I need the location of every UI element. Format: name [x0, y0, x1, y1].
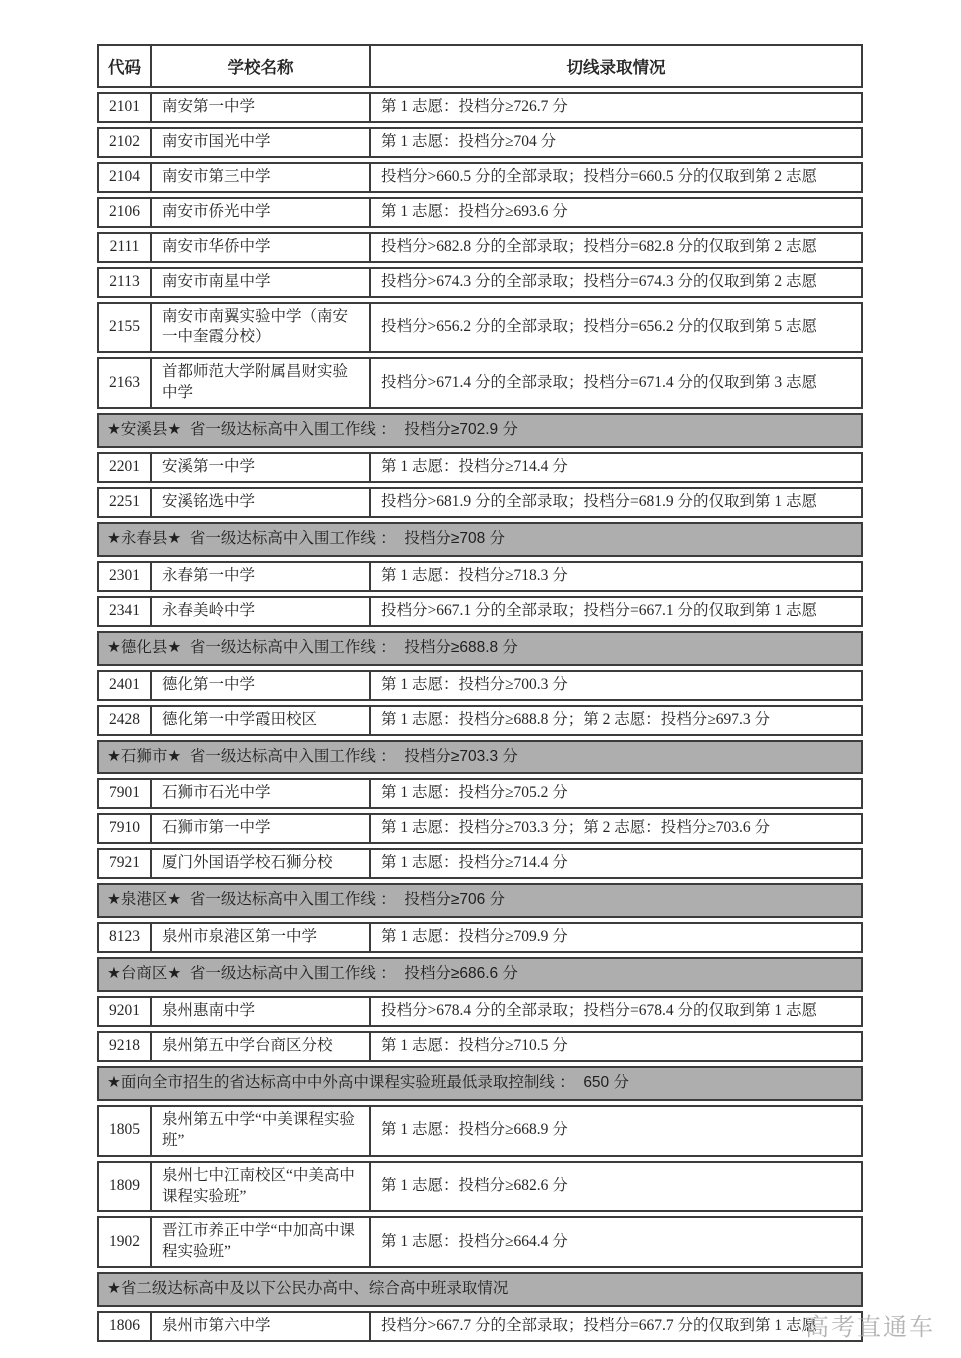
school-name-cell: 南安市侨光中学	[152, 197, 371, 228]
cutoff-status-cell: 投档分>678.4 分的全部录取；投档分=678.4 分的仅取到第 1 志愿	[371, 996, 863, 1027]
table-row	[97, 922, 863, 953]
code-cell: 1809	[97, 1161, 152, 1213]
header-school-name: 学校名称	[152, 44, 371, 88]
school-name-cell: 安溪铭选中学	[152, 487, 371, 518]
code-cell: 2201	[97, 452, 152, 483]
school-name-cell: 永春第一中学	[152, 561, 371, 592]
table-row	[97, 561, 863, 592]
section-row	[97, 631, 863, 666]
cutoff-status-cell: 第 1 志愿：投档分≥726.7 分	[371, 92, 863, 123]
section-title: ★台商区★ 省一级达标高中入围工作线 ： 投档分≥686.6 分	[97, 957, 863, 992]
code-cell: 8123	[97, 922, 152, 953]
school-name-cell: 泉州第五中学“中美课程实验班”	[152, 1105, 371, 1157]
watermark: 高考直通车	[805, 1314, 935, 1341]
code-cell: 2113	[97, 267, 152, 298]
table-row	[97, 705, 863, 736]
cutoff-status-cell: 投档分>667.1 分的全部录取；投档分=667.1 分的仅取到第 1 志愿	[371, 596, 863, 627]
header-row	[97, 44, 863, 88]
cutoff-status-cell: 投档分>667.7 分的全部录取；投档分=667.7 分的仅取到第 1 志愿	[371, 1311, 863, 1342]
table-row	[97, 778, 863, 809]
table-row	[97, 452, 863, 483]
cutoff-status-cell: 第 1 志愿：投档分≥703.3 分；第 2 志愿：投档分≥703.6 分	[371, 813, 863, 844]
table-row	[97, 596, 863, 627]
school-name-cell: 南安市国光中学	[152, 127, 371, 158]
table-row	[97, 848, 863, 879]
section-title: ★安溪县★ 省一级达标高中入围工作线 ： 投档分≥702.9 分	[97, 413, 863, 448]
code-cell: 2301	[97, 561, 152, 592]
section-row	[97, 413, 863, 448]
code-cell: 2163	[97, 357, 152, 409]
school-name-cell: 德化第一中学	[152, 670, 371, 701]
school-name-cell: 泉州市第六中学	[152, 1311, 371, 1342]
section-title: ★泉港区★ 省一级达标高中入围工作线 ： 投档分≥706 分	[97, 883, 863, 918]
cutoff-status-cell: 第 1 志愿：投档分≥688.8 分；第 2 志愿：投档分≥697.3 分	[371, 705, 863, 736]
code-cell: 2155	[97, 302, 152, 354]
cutoff-status-cell: 投档分>674.3 分的全部录取；投档分=674.3 分的仅取到第 2 志愿	[371, 267, 863, 298]
cutoff-status-cell: 第 1 志愿：投档分≥664.4 分	[371, 1216, 863, 1268]
code-cell: 1805	[97, 1105, 152, 1157]
school-name-cell: 永春美岭中学	[152, 596, 371, 627]
cutoff-status-cell: 第 1 志愿：投档分≥710.5 分	[371, 1031, 863, 1062]
code-cell: 2251	[97, 487, 152, 518]
table-row	[97, 162, 863, 193]
code-cell: 7921	[97, 848, 152, 879]
school-name-cell: 首都师范大学附属昌财实验中学	[152, 357, 371, 409]
code-cell: 7901	[97, 778, 152, 809]
cutoff-status-cell: 第 1 志愿：投档分≥718.3 分	[371, 561, 863, 592]
table-body	[97, 92, 863, 1342]
section-row	[97, 957, 863, 992]
table-row	[97, 357, 863, 409]
school-name-cell: 安溪第一中学	[152, 452, 371, 483]
school-name-cell: 晋江市养正中学“中加高中课程实验班”	[152, 1216, 371, 1268]
code-cell: 9218	[97, 1031, 152, 1062]
table-row	[97, 92, 863, 123]
code-cell: 2101	[97, 92, 152, 123]
school-name-cell: 泉州七中江南校区“中美高中课程实验班”	[152, 1161, 371, 1213]
cutoff-status-cell: 第 1 志愿：投档分≥693.6 分	[371, 197, 863, 228]
section-row	[97, 522, 863, 557]
cutoff-status-cell: 第 1 志愿：投档分≥705.2 分	[371, 778, 863, 809]
school-name-cell: 厦门外国语学校石狮分校	[152, 848, 371, 879]
cutoff-status-cell: 第 1 志愿：投档分≥714.4 分	[371, 452, 863, 483]
cutoff-status-cell: 第 1 志愿：投档分≥668.9 分	[371, 1105, 863, 1157]
code-cell: 7910	[97, 813, 152, 844]
cutoff-status-cell: 第 1 志愿：投档分≥682.6 分	[371, 1161, 863, 1213]
table-row	[97, 996, 863, 1027]
header-code: 代码	[97, 44, 152, 88]
cutoff-status-cell: 投档分>681.9 分的全部录取；投档分=681.9 分的仅取到第 1 志愿	[371, 487, 863, 518]
code-cell: 9201	[97, 996, 152, 1027]
section-title: ★永春县★ 省一级达标高中入围工作线 ： 投档分≥708 分	[97, 522, 863, 557]
school-name-cell: 南安第一中学	[152, 92, 371, 123]
section-row	[97, 1066, 863, 1101]
header-cutoff-status: 切线录取情况	[371, 44, 863, 88]
table-header	[97, 44, 863, 88]
code-cell: 2102	[97, 127, 152, 158]
table-row	[97, 232, 863, 263]
code-cell: 2341	[97, 596, 152, 627]
cutoff-status-cell: 投档分>671.4 分的全部录取；投档分=671.4 分的仅取到第 3 志愿	[371, 357, 863, 409]
cutoff-status-cell: 第 1 志愿：投档分≥704 分	[371, 127, 863, 158]
table-row	[97, 1216, 863, 1268]
section-row	[97, 883, 863, 918]
code-cell: 2428	[97, 705, 152, 736]
school-name-cell: 南安市第三中学	[152, 162, 371, 193]
table-row	[97, 302, 863, 354]
table-row	[97, 487, 863, 518]
cutoff-table	[97, 40, 863, 1346]
table-row	[97, 267, 863, 298]
cutoff-status-cell: 投档分>656.2 分的全部录取；投档分=656.2 分的仅取到第 5 志愿	[371, 302, 863, 354]
code-cell: 2106	[97, 197, 152, 228]
section-title: ★石狮市★ 省一级达标高中入围工作线 ： 投档分≥703.3 分	[97, 740, 863, 775]
code-cell: 1806	[97, 1311, 152, 1342]
cutoff-status-cell: 投档分>682.8 分的全部录取；投档分=682.8 分的仅取到第 2 志愿	[371, 232, 863, 263]
school-name-cell: 石狮市第一中学	[152, 813, 371, 844]
school-name-cell: 泉州市泉港区第一中学	[152, 922, 371, 953]
school-name-cell: 德化第一中学霞田校区	[152, 705, 371, 736]
table-row	[97, 1311, 863, 1342]
table-row	[97, 813, 863, 844]
school-name-cell: 南安市南翼实验中学（南安一中奎霞分校）	[152, 302, 371, 354]
code-cell: 2111	[97, 232, 152, 263]
table-row	[97, 1161, 863, 1213]
school-name-cell: 南安市南星中学	[152, 267, 371, 298]
school-name-cell: 南安市华侨中学	[152, 232, 371, 263]
school-name-cell: 泉州第五中学台商区分校	[152, 1031, 371, 1062]
table-row	[97, 127, 863, 158]
table-row	[97, 670, 863, 701]
section-title: ★德化县★ 省一级达标高中入围工作线 ： 投档分≥688.8 分	[97, 631, 863, 666]
section-title: ★省二级达标高中及以下公民办高中、综合高中班录取情况	[97, 1272, 863, 1307]
section-row	[97, 1272, 863, 1307]
code-cell: 2401	[97, 670, 152, 701]
cutoff-status-cell: 第 1 志愿：投档分≥709.9 分	[371, 922, 863, 953]
table-row	[97, 197, 863, 228]
code-cell: 1902	[97, 1216, 152, 1268]
cutoff-status-cell: 第 1 志愿：投档分≥700.3 分	[371, 670, 863, 701]
cutoff-status-cell: 第 1 志愿：投档分≥714.4 分	[371, 848, 863, 879]
school-name-cell: 泉州惠南中学	[152, 996, 371, 1027]
section-title: ★面向全市招生的省达标高中中外高中课程实验班最低录取控制线 ： 650 分	[97, 1066, 863, 1101]
code-cell: 2104	[97, 162, 152, 193]
table-row	[97, 1031, 863, 1062]
school-name-cell: 石狮市石光中学	[152, 778, 371, 809]
table-row	[97, 1105, 863, 1157]
section-row	[97, 740, 863, 775]
cutoff-status-cell: 投档分>660.5 分的全部录取；投档分=660.5 分的仅取到第 2 志愿	[371, 162, 863, 193]
